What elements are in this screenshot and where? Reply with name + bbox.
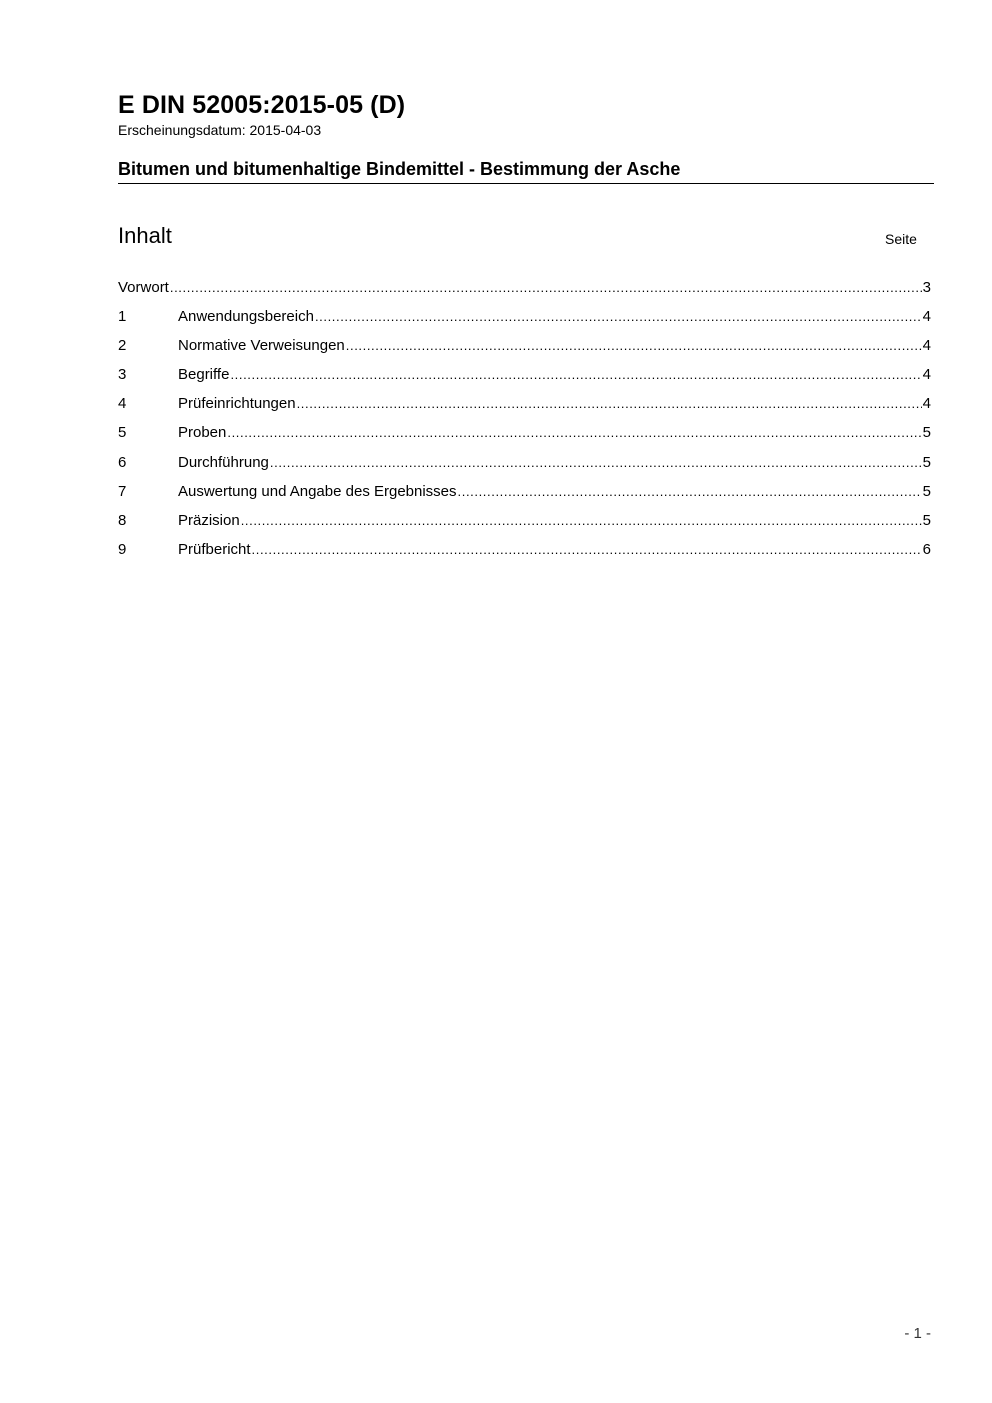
toc-entry-number: 8 [118, 511, 127, 529]
toc-entry-1[interactable] [118, 308, 931, 337]
toc-entry-number: 3 [118, 366, 127, 384]
toc-dot-leader [270, 454, 922, 472]
document-id: E DIN 52005:2015-05 (D) [118, 91, 406, 119]
toc-entry-page: 4 [922, 366, 931, 384]
toc-page-column-label: Seite [885, 231, 917, 247]
toc-entry-title: Normative Verweisungen [178, 337, 345, 355]
toc-entry-number: 4 [118, 395, 127, 413]
toc-entry-title: Proben [178, 424, 227, 442]
toc-dot-leader [227, 424, 921, 442]
toc-entry-vorwort[interactable] [118, 279, 931, 308]
toc-entry-title: Prüfbericht [178, 540, 251, 558]
toc-entry-5[interactable] [118, 424, 931, 453]
toc-entry-title: Vorwort [118, 279, 169, 296]
publication-date: Erscheinungsdatum: 2015-04-03 [118, 122, 322, 138]
toc-entry-8[interactable] [118, 512, 931, 541]
toc-entry-title: Präzision [178, 511, 240, 529]
toc-entry-title: Auswertung und Angabe des Ergebnisses [178, 482, 457, 500]
toc-entry-page: 6 [922, 540, 931, 558]
toc-entry-title: Begriffe [178, 366, 230, 384]
title-divider [118, 183, 934, 184]
toc-dot-leader [458, 483, 922, 501]
toc-entry-9[interactable] [118, 541, 931, 570]
toc-entry-title: Prüfeinrichtungen [178, 395, 296, 413]
toc-entry-page: 4 [922, 395, 931, 413]
toc-entry-page: 3 [922, 279, 931, 296]
toc-entry-number: 9 [118, 540, 127, 558]
toc-dot-leader [170, 279, 922, 297]
toc-entry-7[interactable] [118, 483, 931, 512]
toc-dot-leader [230, 366, 921, 384]
toc-entry-page: 5 [922, 511, 931, 529]
toc-entry-3[interactable] [118, 366, 931, 395]
toc-entry-6[interactable] [118, 454, 931, 483]
toc-dot-leader [252, 541, 922, 559]
toc-entry-number: 6 [118, 453, 127, 471]
toc-entry-2[interactable] [118, 337, 931, 366]
toc-entry-page: 5 [922, 424, 931, 442]
toc-dot-leader [297, 395, 922, 413]
toc-entry-number: 7 [118, 482, 127, 500]
toc-heading: Inhalt [118, 223, 172, 248]
toc-entry-title: Durchführung [178, 453, 269, 471]
toc-entry-page: 5 [922, 453, 931, 471]
toc-entry-page: 5 [922, 482, 931, 500]
toc-entry-number: 5 [118, 424, 127, 442]
table-of-contents [118, 279, 931, 570]
toc-entry-page: 4 [922, 308, 931, 326]
toc-dot-leader [241, 512, 922, 530]
toc-entry-4[interactable] [118, 395, 931, 424]
toc-dot-leader [315, 308, 922, 326]
toc-dot-leader [346, 337, 922, 355]
toc-entry-number: 2 [118, 337, 127, 355]
document-title: Bitumen und bitumenhaltige Bindemittel - Bestimmung der Asche [118, 159, 681, 179]
page-number: - 1 - [904, 1325, 931, 1342]
toc-entry-page: 4 [922, 337, 931, 355]
toc-entry-title: Anwendungsbereich [178, 308, 314, 326]
toc-entry-number: 1 [118, 308, 127, 326]
